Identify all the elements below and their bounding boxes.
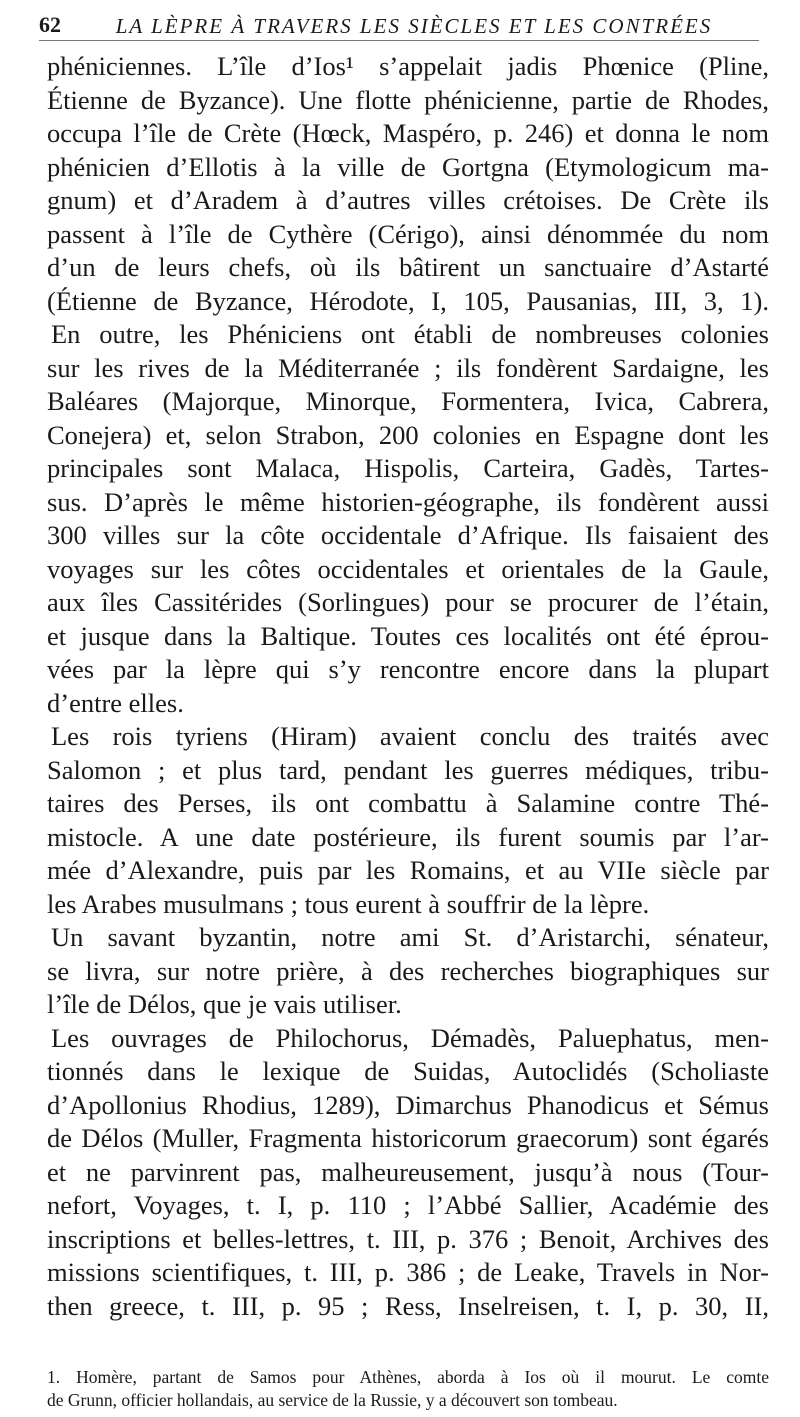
text-line: Étienne de Byzance). Une flotte phénicienne, partie de Rhodes,	[47, 84, 769, 115]
text-line: Un savant byzantin, notre ami St. d’Aristarchi, sénateur,	[51, 922, 769, 952]
page-header	[39, 8, 759, 41]
text-line: l’île de Délos, que je vais utiliser.	[47, 989, 402, 1019]
text-line: tionnés dans le lexique de Suidas, Autoclidés (Scholiaste	[47, 1056, 769, 1086]
text-line: occupa l’île de Crète (Hœck, Maspéro, p. 246) et donna le nom	[47, 118, 769, 148]
text-line: Les rois tyriens (Hiram) avaient conclu des traités avec	[51, 721, 769, 751]
text-line: d’un de leurs chefs, où ils bâtirent un sanctuaire d’Astarté	[47, 252, 769, 282]
text-line: En outre, les Phéniciens ont établi de nombreuses colonies	[51, 319, 769, 349]
footnote-line: 1. Homère, partant de Samos pour Athènes, aborda à Ios où il mourut. Le comte	[47, 1367, 769, 1387]
text-line: then greece, t. III, p. 95 ; Ress, Inselreisen, t. I, p. 30, II,	[47, 1290, 769, 1321]
text-line: d’Apollonius Rhodius, 1289), Dimarchus Phanodicus et Sémus	[47, 1089, 769, 1120]
text-line: mée d’Alexandre, puis par les Romains, et au VIIe siècle par	[47, 855, 769, 885]
text-line: Baléares (Majorque, Minorque, Formentera, Ivica, Cabrera,	[47, 386, 769, 416]
page-number: 62	[39, 12, 61, 37]
text-line: sur les rives de la Méditerranée ; ils fondèrent Sardaigne, les	[47, 352, 769, 383]
text-line: et ne parvinrent pas, malheureusement, jusqu’à nous (Tour-	[47, 1156, 769, 1187]
text-line: gnum) et d’Aradem à d’autres villes crétoises. De Crète ils	[47, 185, 769, 215]
text-line: se livra, sur notre prière, à des recherches biographiques sur	[47, 955, 769, 986]
text-line: Salomon ; et plus tard, pendant les guerres médiques, tribu-	[47, 754, 769, 785]
text-line: de Délos (Muller, Fragmenta historicorum graecorum) sont égarés	[47, 1123, 769, 1153]
text-line: mistocle. A une date postérieure, ils furent soumis par l’ar-	[47, 821, 769, 852]
body-text	[47, 50, 769, 1323]
text-line: les Arabes musulmans ; tous eurent à souffrir de la lèpre.	[47, 888, 650, 919]
text-line: inscriptions et belles-lettres, t. III, p. 376 ; Benoit, Archives des	[47, 1223, 769, 1254]
text-line: vées par la lèpre qui s’y rencontre encore dans la plupart	[47, 654, 769, 684]
text-line: principales sont Malaca, Hispolis, Carteira, Gadès, Tartes-	[47, 453, 769, 483]
footnote-line: de Grunn, officier hollandais, au service de la Russie, y a découvert son tombeau.	[47, 1390, 618, 1410]
text-line: 300 villes sur la côte occidentale d’Afrique. Ils faisaient des	[47, 520, 769, 550]
text-line: et jusque dans la Baltique. Toutes ces localités ont été éprou-	[47, 620, 769, 651]
text-line: (Étienne de Byzance, Hérodote, I, 105, Pausanias, III, 3, 1).	[47, 285, 769, 316]
text-line: Conejera) et, selon Strabon, 200 colonies en Espagne dont les	[47, 419, 769, 450]
text-line: taires des Perses, ils ont combattu à Salamine contre Thé-	[47, 788, 769, 818]
text-line: Les ouvrages de Philochorus, Démadès, Paluephatus, men-	[51, 1022, 769, 1053]
text-line: phéniciennes. L’île d’Ios¹ s’appelait jadis Phœnice (Pline,	[47, 51, 769, 81]
text-line: nefort, Voyages, t. I, p. 110 ; l’Abbé Sallier, Académie des	[47, 1190, 769, 1220]
text-line: passent à l’île de Cythère (Cérigo), ainsi dénommée du nom	[47, 218, 769, 249]
text-line: voyages sur les côtes occidentales et orientales de la Gaule,	[47, 553, 769, 584]
text-line: d’entre elles.	[47, 687, 184, 718]
running-title: LA LÈPRE À TRAVERS LES SIÈCLES ET LES CONTRÉES	[115, 14, 713, 38]
text-line: aux îles Cassitérides (Sorlingues) pour se procurer de l’étain,	[47, 587, 769, 617]
text-line: phénicien d’Ellotis à la ville de Gortgna (Etymologicum ma-	[47, 151, 769, 182]
text-line: sus. D’après le même historien-géographe, ils fondèrent aussi	[47, 486, 769, 517]
text-line: missions scientifiques, t. III, p. 386 ; de Leake, Travels in Nor-	[47, 1257, 769, 1287]
footnotes	[47, 1366, 769, 1412]
